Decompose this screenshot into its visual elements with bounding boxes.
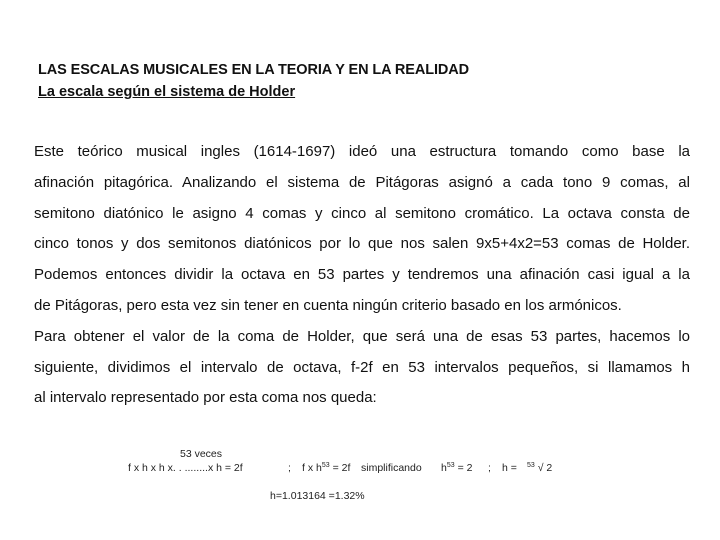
formula-separator: ; bbox=[488, 462, 491, 474]
formula-simplified bbox=[441, 462, 472, 474]
formula-exponent: 53 bbox=[446, 462, 455, 469]
paragraph-line: Para obtener el valor de la coma de Holder, que será una de esas 53 partes, hacemos lo bbox=[34, 327, 690, 345]
document-subtitle: La escala según el sistema de Holder bbox=[38, 84, 296, 100]
formula-root bbox=[527, 462, 552, 474]
paragraph-line: de Pitágoras, pero esta vez sin tener en cuenta ningún criterio basado en los armónicos. bbox=[34, 296, 622, 314]
paragraph-line: cinco tonos y dos semitonos diatónicos por lo que nos salen 9x5+4x2=53 comas de Holder. bbox=[34, 235, 690, 253]
formula-brace-label: 53 veces bbox=[180, 448, 223, 460]
formula-simplify-label: simplificando bbox=[361, 462, 422, 474]
formula-power-lhs: f x h bbox=[302, 462, 322, 474]
paragraph-line: Este teórico musical ingles (1614-1697) ideó una estructura tomando como base la bbox=[34, 143, 690, 160]
formula-product: f x h x h x. . ........x h = 2f bbox=[128, 462, 243, 474]
document-title: LAS ESCALAS MUSICALES EN LA TEORIA Y EN LA REALIDAD bbox=[38, 62, 470, 78]
paragraph-line: al intervalo representado por esta coma nos queda: bbox=[34, 389, 377, 407]
paragraph-line: afinación pitagórica. Analizando el sistema de Pitágoras asignó a cada tono 9 comas, al bbox=[34, 173, 690, 191]
paragraph-line: siguiente, dividimos el intervalo de octava, f-2f en 53 intervalos pequeños, si llamamos h bbox=[34, 358, 690, 376]
formula-h-equals: h = bbox=[502, 462, 517, 474]
formula-result: h=1.013164 =1.32% bbox=[270, 490, 365, 502]
formula-power-equation bbox=[302, 462, 350, 474]
paragraph-line: Podemos entonces dividir la octava en 53 partes y tendremos una afinación casi igual a la bbox=[34, 266, 690, 284]
paragraph-line: semitono diatónico le asigno 4 comas y cinco al semitono cromático. La octava consta de bbox=[34, 204, 690, 222]
formula-root-index: 53 bbox=[527, 462, 535, 469]
formula-separator: ; bbox=[288, 462, 291, 474]
formula-h-rhs: = 2 bbox=[457, 462, 473, 474]
formula-power-rhs: = 2f bbox=[332, 462, 351, 474]
formula-h: h bbox=[441, 462, 447, 474]
formula-exponent: 53 bbox=[321, 462, 330, 469]
formula-root-expression: √ 2 bbox=[537, 462, 553, 474]
